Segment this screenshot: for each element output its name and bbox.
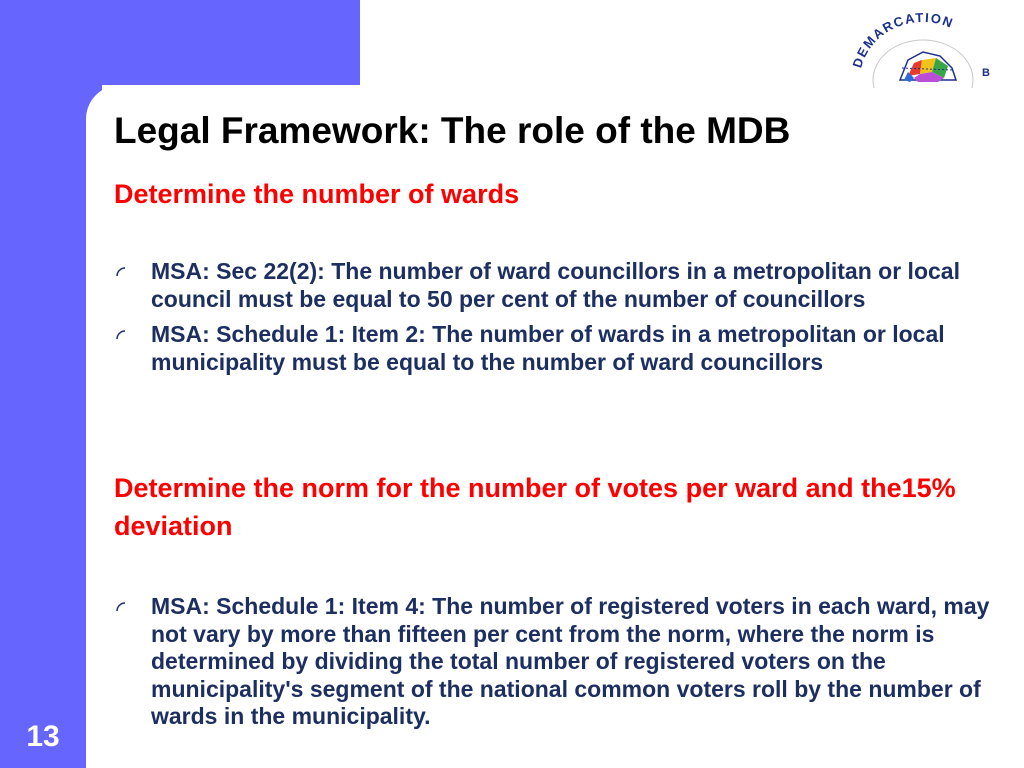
arc-bullet-icon [114, 327, 128, 341]
list-item [114, 593, 994, 731]
list-item [114, 258, 994, 313]
arc-bullet-icon [114, 264, 128, 278]
slide-title: Legal Framework: The role of the MDB [114, 110, 791, 151]
logo-text: DEMARCATION [849, 9, 956, 70]
slide-number: 13 [26, 720, 60, 753]
bullet-text: MSA: Sec 22(2): The number of ward councillors in a metropolitan or local council must be equal to 50 per cent of the number of councillors [151, 258, 960, 312]
section-heading-norm: Determine the norm for the number of votes per ward and the15% deviation [114, 473, 956, 541]
bullet-text: MSA: Schedule 1: Item 2: The number of wards in a metropolitan or local municipality must be equal to the number of ward councillors [151, 321, 945, 375]
section-heading-wards: Determine the number of wards [114, 179, 520, 209]
arc-bullet-icon [114, 599, 128, 613]
top-accent-band [0, 0, 360, 85]
demarcation-board-logo [848, 8, 998, 88]
list-item [114, 321, 994, 376]
bullet-text: MSA: Schedule 1: Item 4: The number of registered voters in each ward, may not vary by more than fifteen per cent from the norm, where the norm is determined by dividing the total number of registered voters on the municipality's segment of the national common voters roll by the number of wards in the municipality. [151, 593, 990, 729]
logo-trailing-letter: B [982, 67, 990, 79]
bullet-list-wards [114, 258, 994, 384]
bullet-list-norm [114, 593, 994, 739]
